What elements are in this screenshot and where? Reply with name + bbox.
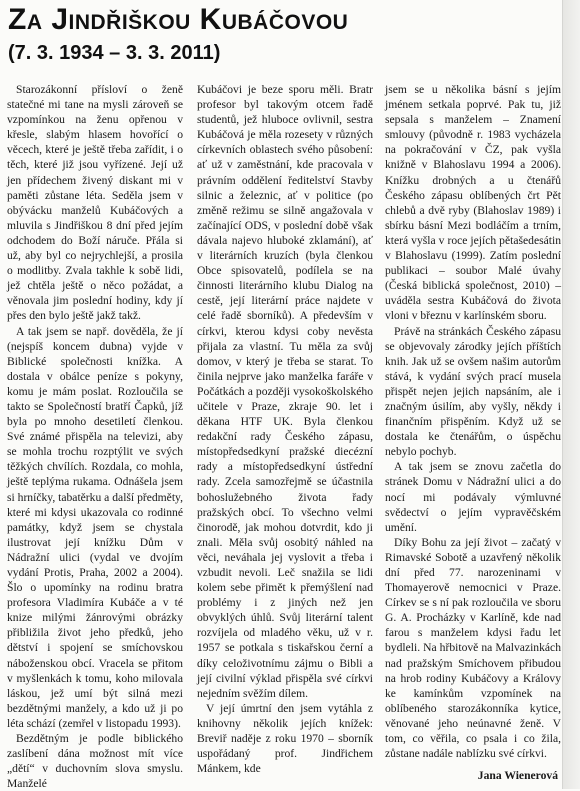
paragraph: Díky Bohu za její život – začatý v Rimavské Sobotě a uzavřený několik dní před 77. narozeninami v Thomayerově nemocnici v Praze. Církev se s ní pak rozloučila ve sboru G. A. Procházky v Karlíně, kde nad farou s manželem kdysi řadu let bydleli. Na hřbitově na Malvazinkách nad pražským Smíchovem přibudou na hrob rodiny Kubáčovy a Královy ke kamínkům vzpomínek na oblíbeného starozákonníka kytice, věnované jeho neúnavné ženě. V tom, co věřila, co psala i co žila, zůstane nadále nablízku své církvi. xyxy=(385,535,561,761)
paragraph: Kubáčovi je beze sporu měli. Bratr profesor byl takovým otcem řadě studentů, jež hluboce ovlivnil, sestra Kubáčová je měla rozesety v různých církevních oblastech svého působení: ať už v zaměstnání, kde pracovala v právním oddělení ředitelství Stavby silnic a železnic, ať v politice (po změně režimu se silně angažovala v začínající ODS, v poslední době však dávala najevo hluboké zklamání), ať v literárních kruzích (byla členkou Obce spisovatelů, podílela se na činnosti literárního klubu Dialog na cestě, její literární práce najdete v celé řadě sborníků). A především v církvi, kterou kdysi coby nevěsta přijala za vlastní. Tu měla za svůj domov, v který je třeba se starat. To činila nejprve jako manželka faráře v Počátkách a později vysokoškolského učitele v Praze, zkraje 90. let i děkana HTF UK. Byla členkou redakční rady Českého zápasu, místopředsedkyní pražské diecézní rady a místopředsedkyní ústřední rady. Zcela samozřejmě se účastnila bohoslužebného života řady pražských obcí. To všechno velmi činorodě, jak mohou dotvrdit, kdo ji znali. Měla svůj osobitý náhled na věci, neváhala jej vyslovit a třeba i vzbudit nevoli. Leč snažila se lidi kolem sebe přimět k přemýšlení nad problémy i z jiných než jen obvyklých úhlů. Svůj literární talent rozvíjela od mladého věku, už v r. 1957 se potkala s tiskařskou černí a díky celoživotnímu zájmu o Bibli a její civilní výklad přispěla své církvi nejedním svěžím dílem. xyxy=(197,83,373,700)
paragraph: A tak jsem se znovu začetla do stránek Domu v Nádražní ulici a do nocí mi podávaly výmluvné svědectví o jejím vypravěčském umění. xyxy=(385,460,561,534)
article-title: Za Jindřiškou Kubáčovou xyxy=(8,3,349,36)
paragraph: V její úmrtní den jsem vytáhla z knihovny několik jejích knížek: Breviř naděje z roku 1970 – sborník uspořádaný prof. Jindřichem Mánkem, kde xyxy=(197,701,373,776)
paragraph: jsem se u několika básní s jejím jménem setkala poprvé. Pak tu, již sepsala s manželem – Znamení smlouvy (původně r. 1983 vycházela na pokračování v ČZ, pak vyšla knižně v Blahoslavu 1994 a 2006). Knížku drobných a u čtenářů Českého zápasu oblíbených črt Pět chlebů a dvě ryby (Blahoslav 1989) i sbírku básní Mezi bodláčím a trním, která vyšla v roce jejích pětašedesátin v Blahoslavu (1999). Zatím poslední publikaci – soubor Malé úvahy (Česká biblická společnost, 2010) – uváděla sestra Kubáčová do života vloni v březnu v karlínském sboru. xyxy=(385,83,561,323)
paragraph: Bezdětným je podle biblického zaslíbení dána možnost mít více „dětí“ v duchovním slova smyslu. Manželé xyxy=(7,732,183,791)
article-subtitle-dates: (7. 3. 1934 – 3. 3. 2011) xyxy=(8,42,221,64)
text-column-1 xyxy=(7,82,183,791)
paragraph: A tak jsem se např. dověděla, že jí (nejspíš koncem dubna) vyjde v Biblické společnosti knížka. A dostala v obálce peníze s pokyny, komu je mám poslat. Rozloučila se takto se Společností bratří Čapků, jíž byla po mnoho desetiletí členkou. Své známé přispěla na televizi, aby se mohla trochu rozptýlit ve svých těžkých chvílích. Rozdala, co mohla, ještě teplýma rukama. Odnášela jsem si hrníčky, tabatěrku a další předměty, které mi kdysi ukazovala co rodinné památky, když jsem se chystala ilustrovat její knížku Dům v Nádražní ulici (vydal ve dvojím vydání Protis, Praha, 2002 a 2004). Šlo o upomínky na rodinu bratra profesora Vladimíra Kubáče a v té knize milými žánrovými obrázky přibližila život jeho předků, jeho dětství i spojení se smíchovskou náboženskou obcí. Vracela se přitom v myšlenkách k tomu, koho milovala láskou, jež umí být silná mezi bezdětnými manžely, a kdo už ji po léta schází (zemřel v listopadu 1993). xyxy=(7,324,183,730)
adjacent-page-edge xyxy=(562,0,580,789)
text-column-2 xyxy=(197,82,373,776)
author-signature: Jana Wienerová xyxy=(477,769,558,782)
text-column-3 xyxy=(385,82,561,761)
paragraph: Starozákonní přísloví o ženě statečné mi tane na mysli zároveň se vzpomínkou na ženu opřenou v křesle, slabým hlasem hovořící o věcech, které je ještě třeba zařídit, i o těch, které již jsou vyřízené. Její už jen přídechem živený diskant mi v paměti zůstane léta. Seděla jsem v obývácku manželů Kubáčových a mluvila s Jindřiškou 8 dní před jejím odchodem do Boží náruče. Přála si už, aby byl co nejrychlejší, a prosila o modlitby. Zvala takhle k sobě lidi, jež chtěla ještě o něco požádat, a věnovala jim poslední hodiny, kdy jí přes den bylo ještě jakž takž. xyxy=(7,83,183,323)
paragraph: Právě na stránkách Českého zápasu se objevovaly zárodky jejích příštích knih. Jak už se ovšem našim autorům stává, k vydání svých prací musela přispět nejen jejich napsáním, ale i značným úsilím, aby vyšly, někdy i finančním přispěním. Když už se dostala ke čtenářům, o úspěchu nebylo pochyb. xyxy=(385,324,561,459)
